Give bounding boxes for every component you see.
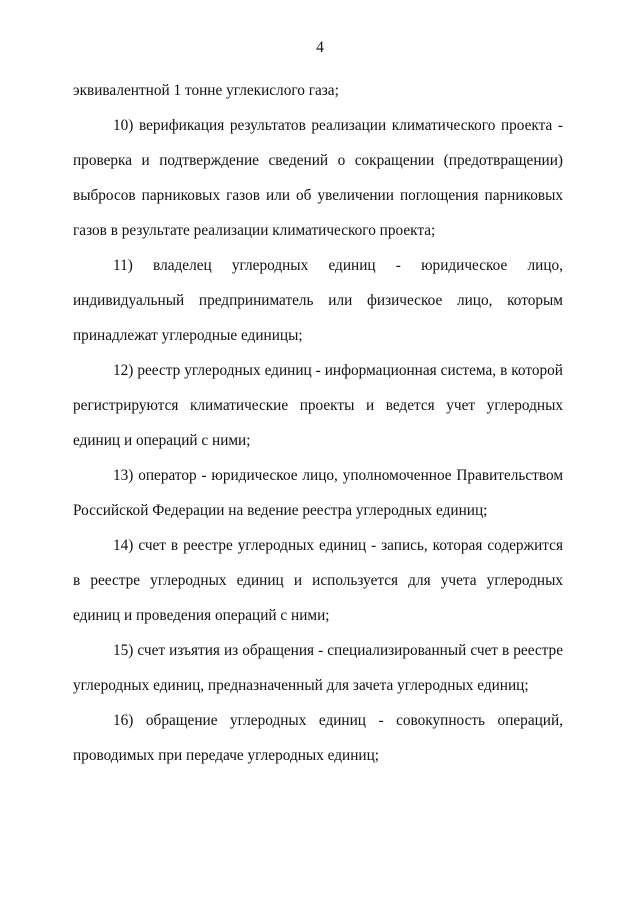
document-body — [73, 73, 563, 773]
paragraph-item-15: 15) счет изъятия из обращения - специализированный счет в реестре углеродных единиц, предназначенный для зачета углеродных единиц; — [73, 642, 563, 694]
paragraph-item-11: 11) владелец углеродных единиц - юридическое лицо, индивидуальный предприниматель или физическое лицо, которым принадлежат углеродные единицы; — [73, 257, 563, 344]
paragraph-item-12: 12) реестр углеродных единиц - информационная система, в которой регистрируются климатические проекты и ведется учет углеродных единиц и операций с ними; — [73, 362, 563, 449]
paragraph-item-14: 14) счет в реестре углеродных единиц - запись, которая содержится в реестре углеродных единиц и используется для учета углеродных единиц и проведения операций с ними; — [73, 537, 563, 624]
paragraph-continuation: эквивалентной 1 тонне углекислого газа; — [73, 82, 339, 99]
paragraph-item-13: 13) оператор - юридическое лицо, уполномоченное Правительством Российской Федерации на ведение реестра углеродных единиц; — [73, 467, 563, 519]
page-number: 4 — [316, 39, 324, 56]
paragraph-item-16: 16) обращение углеродных единиц - совокупность операций, проводимых при передаче углеродных единиц; — [73, 712, 563, 764]
paragraph-item-10: 10) верификация результатов реализации климатического проекта - проверка и подтверждение сведений о сокращении (предотвращении) выбросов парниковых газов или об увеличении поглощения парниковых газов в результате реализации климатического проекта; — [73, 117, 563, 239]
